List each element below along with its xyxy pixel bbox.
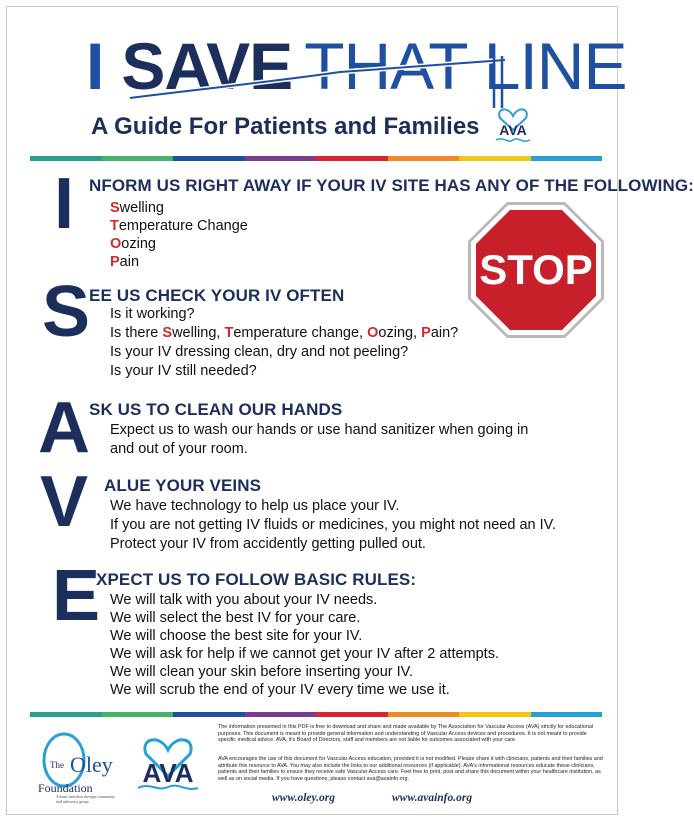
stop-text: STOP — [479, 246, 593, 293]
ava-logo-icon — [490, 104, 536, 144]
list-item-pain: Pain — [110, 254, 140, 270]
ava-website-link[interactable]: www.avainfo.org — [392, 792, 473, 804]
rule-item: We will select the best IV for your care. — [110, 610, 361, 626]
text-line: Is it working? — [110, 306, 195, 322]
section-heading-ask: SK US TO CLEAN OUR HANDS — [89, 400, 343, 419]
title-save: SAVE — [121, 29, 293, 103]
section-letter-s: S — [42, 272, 91, 352]
disclaimer-text: AVA encourages the use of this document for Vascular Access education, provided it is not modified. Please share it with clinicians, patients and their families and attribute this resource to AVA. You may also include the links to our additional resources (if applicable). AVA's informational resources educate these clinicians, patients and their families to ensure they receive safe Vascular Access care. Feel free to print, post and share this document within your healthcare institution, as well as on social media. If you have questions, please contact ava@avainfo.org. — [218, 756, 603, 782]
rule-item: We will ask for help if we cannot get your IV after 2 attempts. — [110, 646, 499, 662]
section-heading-expect: XPECT US TO FOLLOW BASIC RULES: — [96, 570, 417, 589]
title-letter-i: I — [86, 29, 104, 103]
oley-foundation-logo — [30, 730, 122, 810]
section-heading-see: EE US CHECK YOUR IV OFTEN — [89, 286, 345, 305]
iv-line-swoosh-icon — [90, 58, 610, 108]
ava-small-text: AVA — [499, 122, 527, 138]
oley-the-text: The — [50, 760, 64, 770]
oley-foundation-text: Foundation — [38, 781, 93, 795]
ava-logo — [126, 732, 210, 792]
color-stripe — [30, 156, 602, 161]
list-item-swelling: Swelling — [110, 200, 165, 216]
oley-name-text: Oley — [70, 752, 113, 777]
text-line: Is your IV dressing clean, dry and not peeling? — [110, 344, 409, 360]
section-heading-inform: NFORM US RIGHT AWAY IF YOUR IV SITE HAS ANY OF THE FOLLOWING: — [89, 176, 694, 195]
section-letter-a: A — [38, 388, 90, 468]
disclaimer-text: The information presented in this PDF is free to download and share and made available by The Association for Vascular Access (AVA) strictly for educational purposes. This document is meant to provide general information and understanding of Vascular Access devices and procedures. It is not meant to provide specific medical advice. AVA, it's Board of Directors, staff and members are not liable for outcomes associated with your care. — [218, 724, 594, 744]
rule-item: We will choose the best site for your IV. — [110, 628, 363, 644]
text-line: If you are not getting IV fluids or medicines, you might not need an IV. — [110, 517, 557, 533]
section-letter-v: V — [40, 462, 89, 542]
color-stripe — [30, 712, 602, 717]
section-letter-i: I — [54, 164, 75, 244]
section-heading-value: ALUE YOUR VEINS — [104, 476, 262, 495]
text-line-stop-acronym: Is there Swelling, Temperature change, Oozing, Pain? — [110, 325, 459, 341]
section-letter-e: E — [52, 556, 101, 636]
title-that-line: THAT LINE — [304, 29, 627, 103]
list-item-oozing: Oozing — [110, 236, 156, 252]
text-line: Expect us to wash our hands or use hand sanitizer when going in — [110, 422, 529, 438]
ava-logo-text: AVA — [142, 758, 194, 788]
rule-item: We will scrub the end of your IV every time we use it. — [110, 682, 450, 698]
oley-website-link[interactable]: www.oley.org — [272, 792, 336, 804]
stop-sign-icon — [466, 200, 606, 340]
oley-tagline: A home nutrition therapy community and advocacy group — [56, 794, 115, 804]
rule-item: We will talk with you about your IV needs. — [110, 592, 378, 608]
text-line: We have technology to help us place your IV. — [110, 498, 400, 514]
page-subtitle: A Guide For Patients and Families — [91, 113, 480, 140]
rule-item: We will clean your skin before inserting your IV. — [110, 664, 414, 680]
text-line: and out of your room. — [110, 441, 248, 457]
list-item-temperature: Temperature Change — [110, 218, 248, 234]
text-line: Is your IV still needed? — [110, 363, 257, 379]
text-line: Protect your IV from accidently getting pulled out. — [110, 536, 426, 552]
